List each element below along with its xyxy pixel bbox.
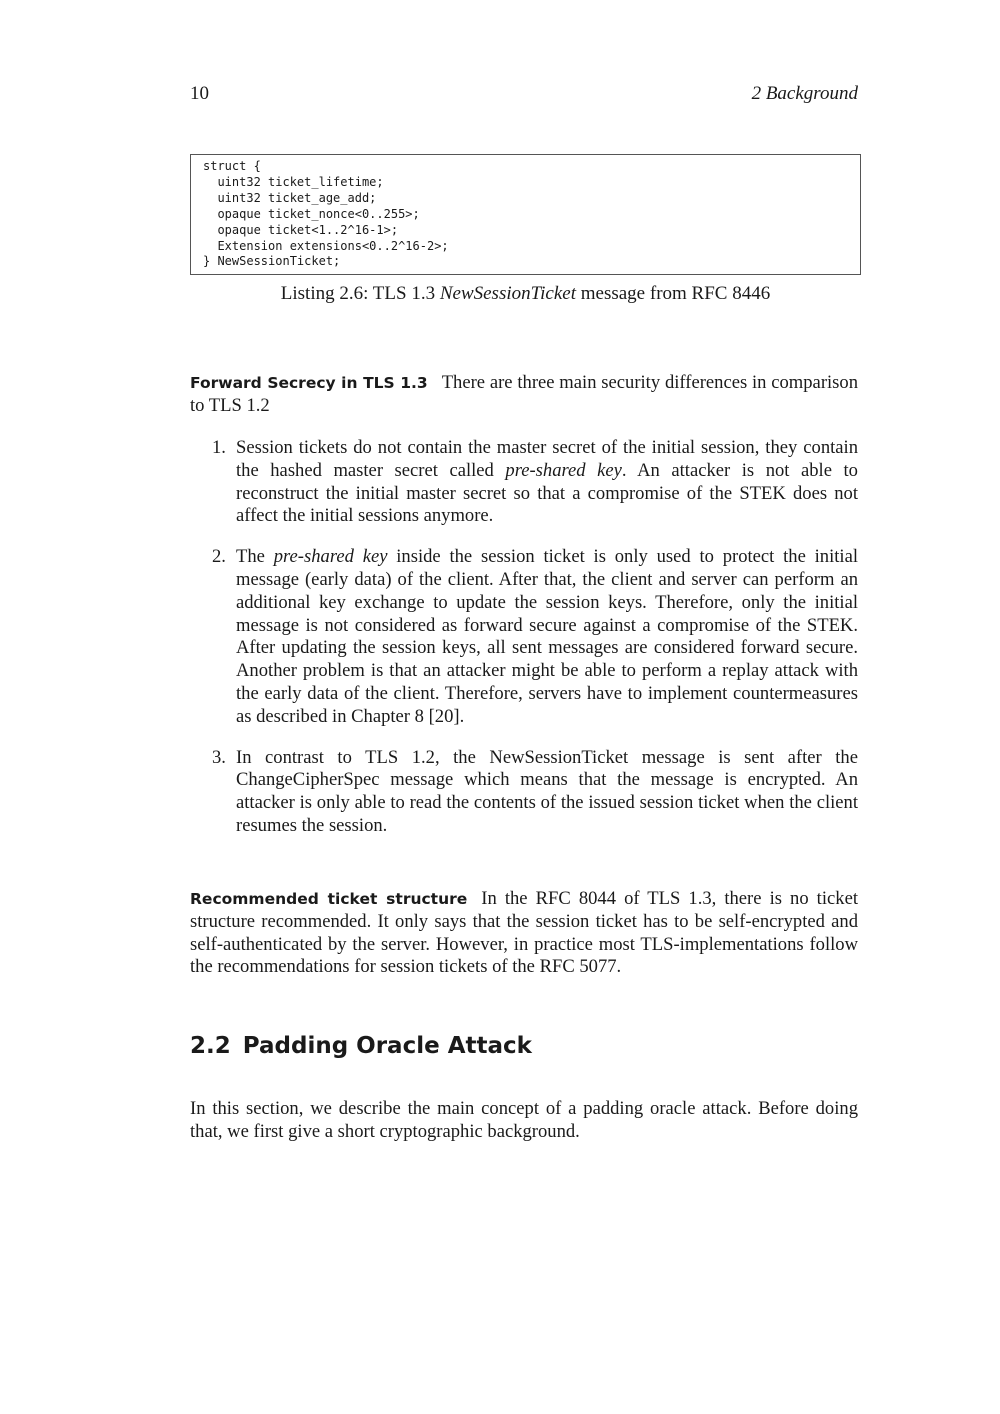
list-item-number: 2.: [212, 546, 226, 568]
section-intro-paragraph: [190, 1098, 858, 1144]
list-item: [190, 437, 858, 528]
list-item-emphasis: pre-shared key: [505, 459, 622, 481]
list-item-text: In contrast to TLS 1.2, the NewSessionTicket message is sent after the ChangeCipherSpec message which means that the message is encrypted. An attacker is only able to read the contents of the issued session ticket when the client resumes the session.: [236, 746, 858, 836]
page-number: 10: [190, 83, 209, 104]
code-block: struct { uint32 ticket_lifetime; uint32 ticket_age_add; opaque ticket_nonce<0..255>; opaque ticket<1..2^16-1>; Extension extensions<0..2^16-2>; } NewSessionTicket;: [203, 159, 449, 269]
list-item-text: inside the session ticket is only used to protect the initial message (early data) of the client. After that, the client and server can perform an additional key exchange to update the session keys. Therefore, only the initial message is not considered as forward secure against a compromise of the STEK. After updating the session keys, all sent messages are considered forward secure. Another problem is that an attacker might be able to perform a replay attack with the early data of the client. Therefore, servers have to implement countermeasures as described in Chapter 8 [20].: [236, 546, 858, 727]
section-heading: [190, 1030, 858, 1062]
listing-caption: [190, 282, 861, 306]
list-item-number: 1.: [212, 437, 226, 458]
list-item-text: . An attacker is not able to reconstruct the initial master secret so that a compromise of the STEK does not affect the initial sessions anymore.: [236, 459, 858, 527]
list-item: [190, 546, 858, 728]
list-item-emphasis: pre-shared key: [273, 546, 388, 568]
section-intro-text: In this section, we describe the main concept of a padding oracle attack. Before doing that, we first give a short cryptographic background.: [190, 1098, 858, 1142]
list-item-text: The: [236, 546, 274, 568]
caption-emphasis: NewSessionTicket: [439, 283, 576, 304]
code-listing: [190, 154, 861, 275]
forward-secrecy-heading: Forward Secrecy in TLS 1.3: [190, 374, 428, 392]
forward-secrecy-list: [190, 437, 858, 856]
recommended-structure-heading: Recommended ticket structure: [190, 890, 468, 908]
section-number: 2.2: [190, 1033, 231, 1059]
section-title: Padding Oracle Attack: [242, 1033, 532, 1059]
chapter-title: 2 Background: [751, 83, 858, 104]
caption-prefix: Listing 2.6: TLS 1.3: [280, 283, 440, 304]
caption-suffix: message from RFC 8446: [576, 283, 771, 304]
recommended-structure-paragraph: [190, 888, 858, 979]
list-item: [190, 747, 858, 838]
forward-secrecy-intro: There are three main security differences in comparison to TLS 1.2: [190, 372, 859, 416]
recommended-structure-text: In the RFC 8044 of TLS 1.3, there is no ticket structure recommended. It only says that the session ticket has to be self-encrypted and self-authenticated by the server. However, in practice most TLS-implementations follow the recommendations for session tickets of the RFC 5077.: [190, 888, 858, 978]
list-item-number: 3.: [212, 746, 226, 768]
running-header: [190, 82, 858, 108]
forward-secrecy-paragraph: [190, 372, 858, 418]
list-item-text: Session tickets do not contain the master secret of the initial session, they contain the hashed master secret called: [236, 437, 858, 481]
